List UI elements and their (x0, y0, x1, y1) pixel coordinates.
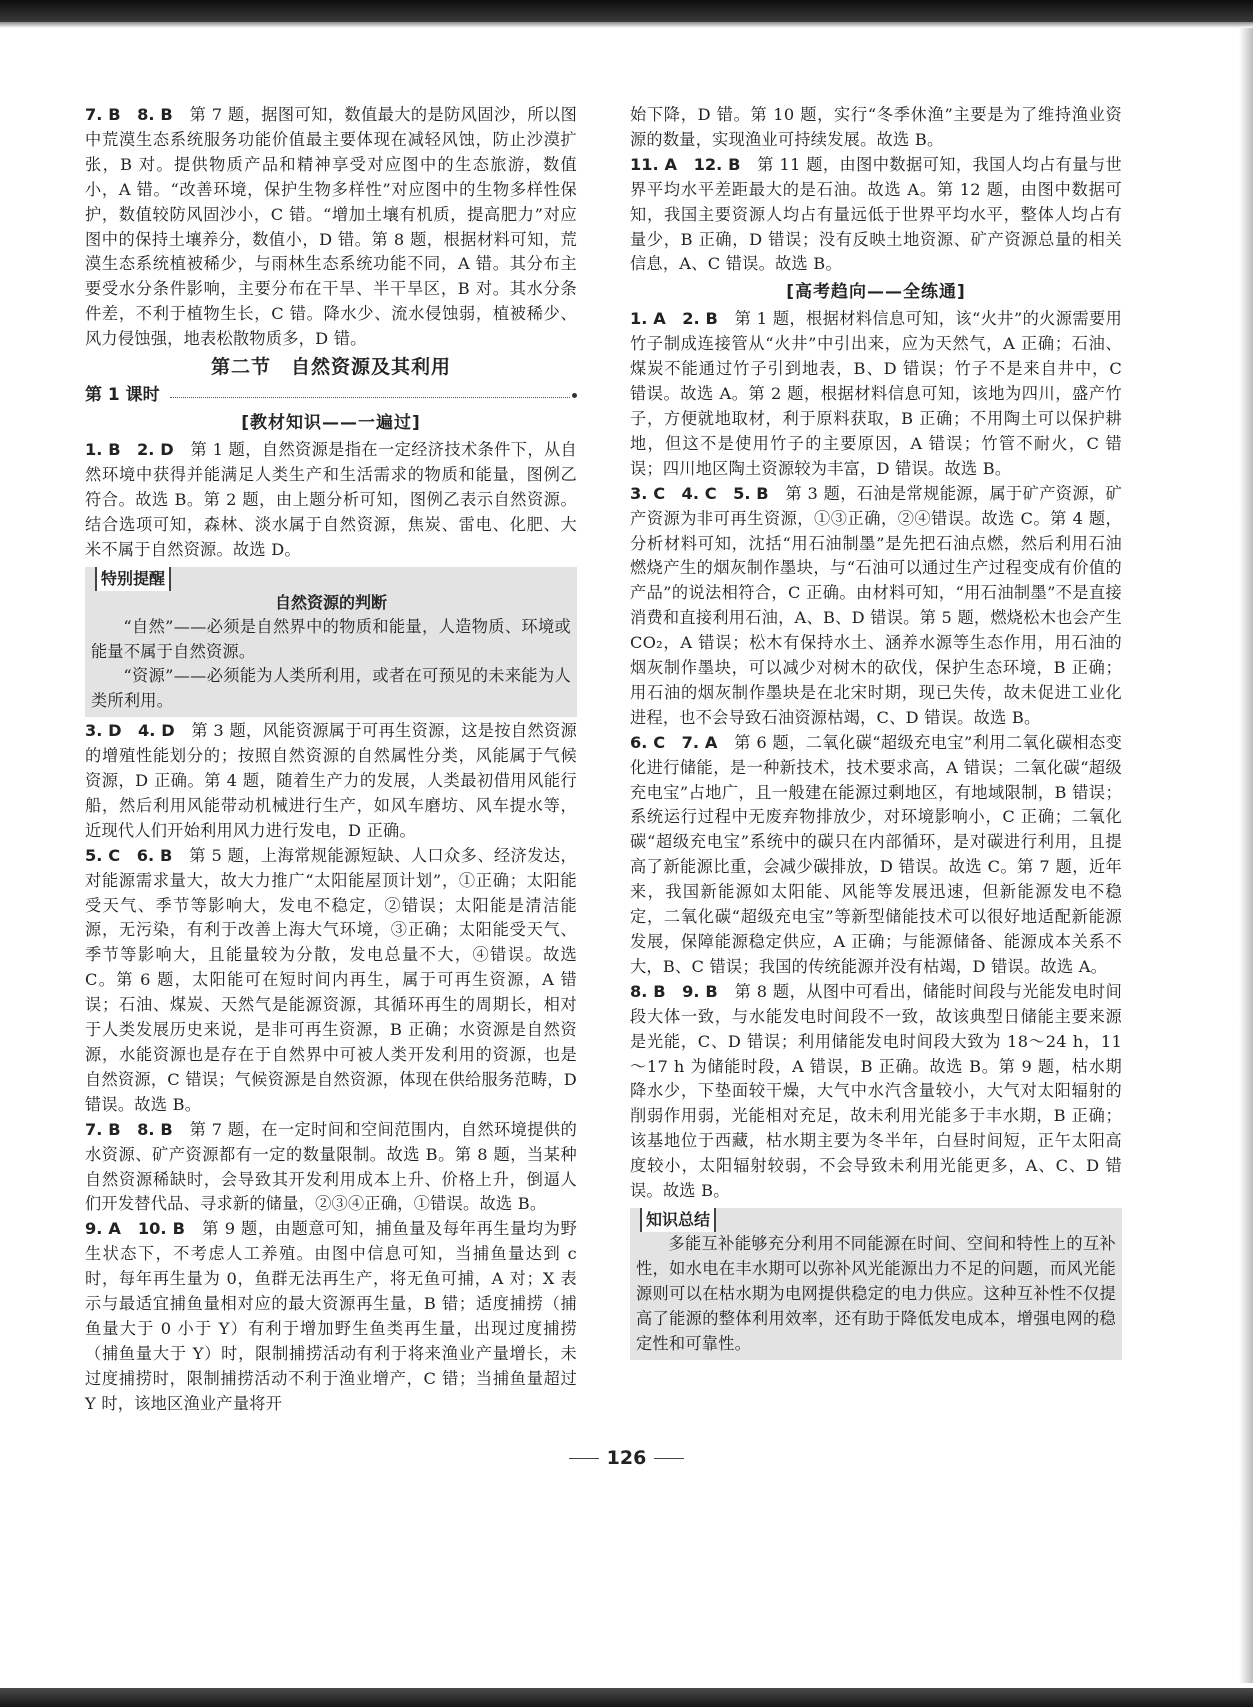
lesson-label: 第 1 课时 (85, 385, 160, 406)
answer-block (630, 153, 1122, 278)
scan-top-edge (0, 0, 1253, 22)
page-number-dash (654, 1458, 684, 1459)
tip-paragraph: “资源”——必须能为人类所利用，或者在可预见的未来能为人类所利用。 (91, 666, 571, 711)
answer-explanation: 第 3 题，石油是常规能源，属于矿产资源，矿产资源为非可再生资源，①③正确，②④错误。故选 C。第 4 题，分析材料可知，沈括“用石油制墨”是先把石油点燃，然后利用石油燃烧产生的烟灰制作墨块，与“石油可以通过生产过程变成有价值的产品”的说法相符合，C 正确。由材料可知，“用石油制墨”不是直接消费和直接利用石油，A、B、D 错误。第 5 题，燃烧松木也会产生 CO₂，A 错误；松木有保持水土、涵养水源等生态作用，用石油的烟灰制作墨块，可以减少对树木的砍伐，保护生态环境，B 正确；用石油的烟灰制作墨块是在北宋时期，现已失传，故未促进工业化进程，也不会导致石油资源枯竭，C、D 错误。故选 B。 (630, 483, 1122, 727)
answer-block (85, 103, 577, 352)
lesson-rule (170, 397, 570, 398)
scan-bottom-edge (0, 1688, 1253, 1707)
page-number-value: 126 (606, 1447, 647, 1469)
scan-right-edge (1239, 28, 1253, 1683)
answer-key: 3. D 4. D (85, 721, 175, 741)
answer-key: 8. B 9. B (630, 981, 718, 1001)
page-number (0, 1447, 1253, 1469)
tip-paragraph: “自然”——必须是自然界中的物质和能量，人造物质、环境或能量不属于自然资源。 (91, 616, 571, 661)
summary-box (630, 1208, 1122, 1360)
tip-box (85, 567, 577, 718)
answer-block (630, 980, 1122, 1204)
summary-text: 多能互补能够充分利用不同能源在时间、空间和特性上的互补性，如水电在丰水期可以弥补风光能源出力不足的问题，而风光能源则可以在枯水期为电网提供稳定的电力供应。这种互补性不仅提高了能源的整体利用效率，还有助于降低发电成本，增强电网的稳定性和可靠性。 (636, 1233, 1116, 1353)
right-column (630, 103, 1122, 1362)
section-title: 第二节 自然资源及其利用 (210, 356, 451, 379)
answer-explanation: 第 1 题，自然资源是指在一定经济技术条件下，从自然环境中获得并能满足人类生产和生活需求的物质和能量，图例乙符合。故选 B。第 2 题，由上题分析可知，图例乙表示自然资源。结合选项可知，森林、淡水属于自然资源，焦炭、雷电、化肥、大米不属于自然资源。故选 D。 (85, 440, 577, 559)
answer-explanation: 第 7 题，据图可知，数值最大的是防风固沙，所以图中荒漠生态系统服务功能价值最主要体现在减轻风蚀，防止沙漠扩张，B 对。提供物质产品和精神享受对应图中的生态旅游，数值小，A 错。“改善环境，保护生物多样性”对应图中的生物多样性保护，数值较防风固沙小，C 错。“增加土壤有机质，提高肥力”对应图中的保持土壤养分，数值小，D 错。第 8 题，根据材料可知，荒漠生态系统植被稀少，与雨林生态系统功能不同，A 错。其分布主要受水分条件影响，主要分布在干旱、半干旱区，B 对。其水分条件差，不利于植物生长，C 错。降水少、流水侵蚀弱，植被稀少、风力侵蚀强，地表松散物质多，D 错。 (85, 105, 578, 349)
answer-block (85, 1118, 577, 1218)
answer-explanation: 第 9 题，由题意可知，捕鱼量及每年再生量均为野生状态下，不考虑人工养殖。由图中信息可知，当捕鱼量达到 c 时，每年再生量为 0，鱼群无法再生产，将无鱼可捕，A 对；X 表示与最适宜捕鱼量相对应的最大资源再生量，B 错；适度捕捞（捕鱼量大于 0 小于 Y）有利于增加野生鱼类再生量，出现过度捕捞（捕鱼量大于 Y）时，限制捕捞活动有利于将来渔业产量增长，未过度捕捞时，限制捕捞活动不利于渔业增产，C 错；当捕鱼量超过 Y 时，该地区渔业产量将开 (85, 1219, 578, 1413)
page-number-dash (569, 1458, 599, 1459)
summary-tag: 知识总结 (640, 1208, 716, 1232)
answer-block (85, 438, 577, 563)
subsection-heading: [高考趋向——全练通] (786, 282, 966, 303)
answer-block (85, 844, 577, 1118)
answer-block (85, 719, 577, 844)
answer-explanation: 第 5 题，上海常规能源短缺、人口众多、经济发达，对能源需求量大，故大力推广“太阳能屋顶计划”，①正确；太阳能受天气、季节等影响大，发电不稳定，②错误；太阳能是清洁能源，无污染，有利于改善上海大气环境，③正确；太阳能受天气、季节等影响大，且能量较为分散，发电总量不大，④错误。故选 C。第 6 题，太阳能可在短时间内再生，属于可再生资源，A 错误；石油、煤炭、天然气是能源资源，其循环再生的周期长，相对于人类发展历史来说，是非可再生资源，B 正确；水资源是自然资源，水能资源也是存在于自然界中可被人类开发利用的资源，也是自然资源，C 错误；气候资源是自然资源，体现在供给服务范畴，D 错误。故选 B。 (85, 845, 577, 1114)
answer-key: 5. C 6. B (85, 845, 173, 865)
answer-block (85, 1217, 577, 1416)
continued-text: 始下降，D 错。第 10 题，实行“冬季休渔”主要是为了维持渔业资源的数量，实现渔业可持续发展。故选 B。 (630, 105, 1122, 149)
answer-explanation: 第 6 题，二氧化碳“超级充电宝”利用二氧化碳相态变化进行储能，是一种新技术，技术要求高，A 错误；二氧化碳“超级充电宝”占地广，且一般建在能源过剩地区，有地域限制，B 错误；系统运行过程中无废弃物排放少，对环境影响小，C 正确；二氧化碳“超级充电宝”系统中的碳只在内部循环，是对碳进行利用，且提高了新能源比重，会减少碳排放，D 错误。故选 C。第 7 题，近年来，我国新能源如太阳能、风能等发展迅速，但新能源发电不稳定，二氧化碳“超级充电宝”等新型储能技术可以很好地适配新能源发展，保障能源稳定供应，A 正确；与能源储备、能源成本关系不大，B、C 错误；我国的传统能源并没有枯竭，D 错误。故选 A。 (630, 732, 1123, 976)
answer-block (630, 482, 1122, 731)
lesson-rule-dot (572, 393, 577, 398)
left-column (85, 103, 577, 1417)
answer-key: 3. C 4. C 5. B (630, 483, 769, 503)
answer-key: 7. B 8. B (85, 1119, 173, 1139)
tip-title: 自然资源的判断 (274, 592, 387, 612)
answer-key: 9. A 10. B (85, 1219, 185, 1239)
scan-top-shadow (0, 22, 1253, 28)
tip-tag: 特别提醒 (95, 567, 171, 591)
answer-key: 6. C 7. A (630, 732, 718, 752)
answer-explanation: 第 8 题，从图中可看出，储能时间段与光能发电时间段大体一致，与水能发电时间段不一致，故该典型日储能主要来源是光能，C、D 错误；利用储能发电时间段大致为 18～24 h，11～17 h 为储能时段，A 错误，B 正确。故选 B。第 9 题，枯水期降水少，下垫面较干燥，大气中水汽含量较小，大气对太阳辐射的削弱作用弱，光能相对充足，故未利用光能多于丰水期，B 正确；该基地位于西藏，枯水期主要为冬半年，白昼时间短，正午太阳高度较小，太阳辐射较弱，不会导致未利用光能更多，A、C、D 错误。故选 B。 (630, 981, 1123, 1201)
answer-explanation: 第 3 题，风能资源属于可再生资源，这是按自然资源的增殖性能划分的；按照自然资源的自然属性分类，风能属于气候资源，D 正确。第 4 题，随着生产力的发展，人类最初借用风能行船，然后利用风能带动机械进行生产，如风车磨坊、风车提水等，近现代人们开始利用风力进行发电，D 正确。 (85, 721, 578, 840)
answer-key: 1. A 2. B (630, 309, 718, 329)
subsection-heading: [教材知识——一遍过] (241, 413, 421, 434)
answer-explanation: 第 11 题，由图中数据可知，我国人均占有量与世界平均水平差距最大的是石油。故选 A。第 12 题，由图中数据可知，我国主要资源人均占有量远低于世界平均水平，整体人均占有量少，B 正确，D 错误；没有反映土地资源、矿产资源总量的相关信息，A、C 错误。故选 B。 (630, 154, 1122, 274)
answer-key: 11. A 12. B (630, 154, 741, 174)
lesson-heading (85, 382, 577, 408)
answer-key: 7. B 8. B (85, 105, 173, 124)
answer-explanation: 第 7 题，在一定时间和空间范围内，自然环境提供的水资源、矿产资源都有一定的数量限制。故选 B。第 8 题，当某种自然资源稀缺时，会导致其开发利用成本上升、价格上升，倒逼人们开发替代品、寻求新的储量，②③④正确，①错误。故选 B。 (85, 1119, 578, 1214)
answer-key: 1. B 2. D (85, 440, 174, 460)
answer-block (630, 307, 1122, 481)
answer-block (630, 731, 1122, 980)
answer-explanation: 第 1 题，根据材料信息可知，该“火井”的火源需要用竹子制成连接管从“火井”中引出来，应为天然气，A 正确；石油、煤炭不能通过竹子引到地表，B、D 错误；竹子不是来自井中，C 错误。故选 A。第 2 题，根据材料信息可知，该地为四川，盛产竹子，方便就地取材，利于原料获取，B 正确；不用陶土可以保护耕地，但这不是使用竹子的主要原因，A 错误；竹管不耐火，C 错误；四川地区陶土资源较为丰富，D 错误。故选 B。 (630, 309, 1123, 478)
